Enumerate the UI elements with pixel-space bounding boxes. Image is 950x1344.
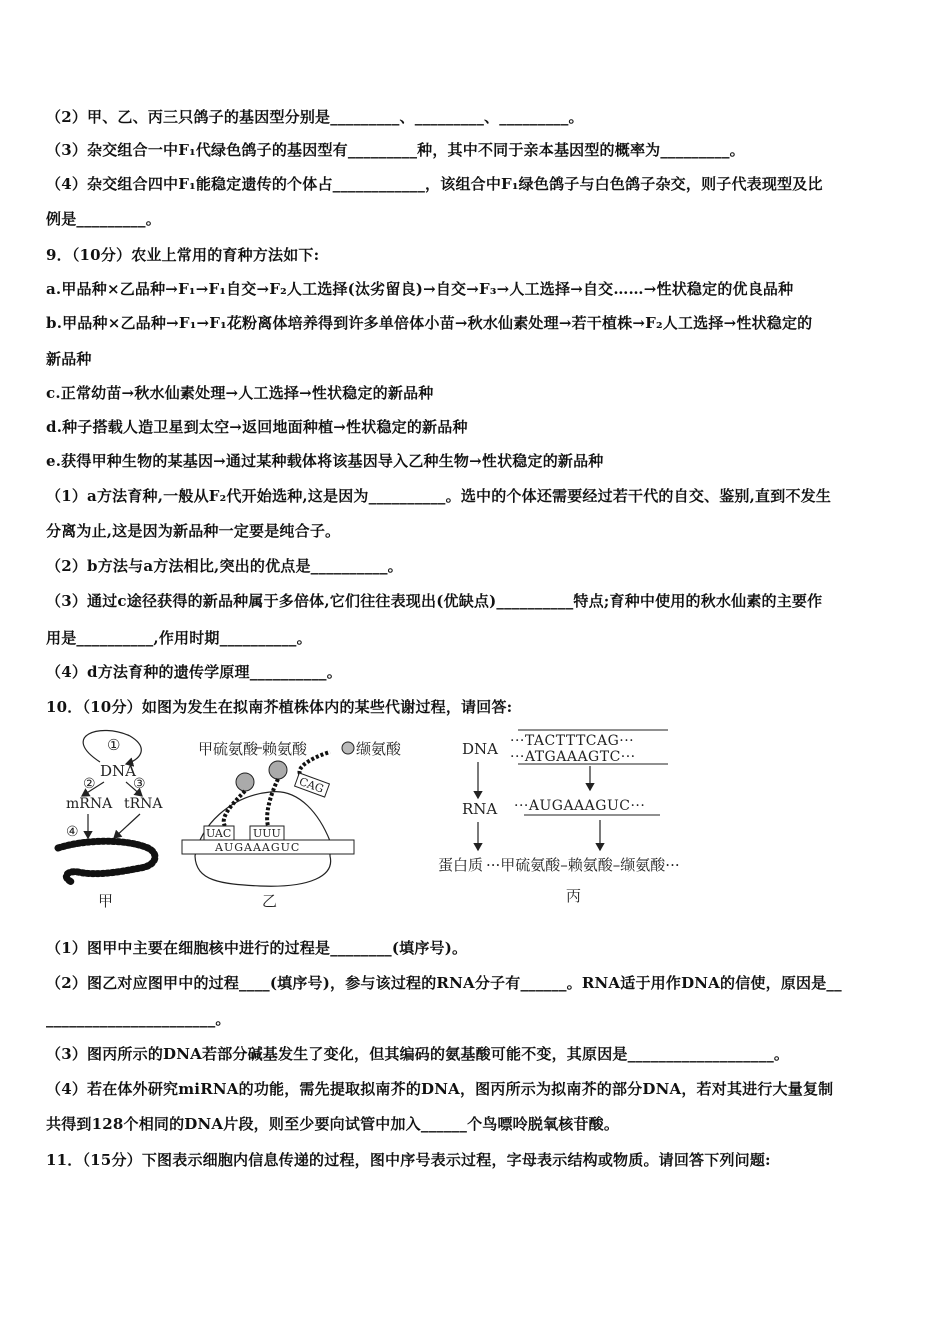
anticodon-3: CAG xyxy=(297,774,326,796)
label-dna-bing: DNA xyxy=(462,740,498,758)
caption-bing: 丙 xyxy=(566,887,582,905)
figure-svg xyxy=(0,726,950,916)
q9-part1-cont: 分离为止,这是因为新品种一定要是纯合子。 xyxy=(46,522,341,540)
label-protein: 蛋白质 xyxy=(438,856,484,874)
label-val: 缬氨酸 xyxy=(356,740,402,758)
label-dna-jia: DNA xyxy=(100,762,136,780)
q9-method-a: a.甲品种×乙品种→F₁→F₁自交→F₂人工选择(汰劣留良)→自交→F₃→人工选择→自交……→性状稳定的优良品种 xyxy=(46,280,794,298)
rna-sequence-bing: ···AUGAAAGUC··· xyxy=(514,798,646,814)
anticodon-2: UUU xyxy=(253,827,281,840)
trna-2 xyxy=(267,779,278,826)
q10-title: 10．（10分）如图为发生在拟南芥植株体内的某些代谢过程，请回答: xyxy=(46,698,513,716)
trna-to-protein-arrow xyxy=(114,814,140,838)
q11-title: 11．（15分）下图表示细胞内信息传递的过程，图中序号表示过程，字母表示结构或物质。请回答下列问题: xyxy=(46,1151,771,1169)
q9-part3: （3）通过c途径获得的新品种属于多倍体,它们往往表现出(优缺点)__________特点;育种中使用的秋水仙素的主要作 xyxy=(46,592,823,610)
mrna-sequence-yi: AUGAAAGUC xyxy=(215,841,301,854)
figure-yi xyxy=(182,740,402,910)
q10-part1: （1）图甲中主要在细胞核中进行的过程是________(填序号)。 xyxy=(46,939,468,957)
q9-method-c: c.正常幼苗→秋水仙素处理→人工选择→性状稳定的新品种 xyxy=(46,384,434,402)
q9-method-b: b.甲品种×乙品种→F₁→F₁花粉离体培养得到许多单倍体小苗→秋水仙素处理→若干植株→F₂人工选择→性状稳定的 xyxy=(46,314,813,332)
label-met: 甲硫氨酸 xyxy=(198,740,259,758)
q8-part4: （4）杂交组合四中F₁能稳定遗传的个体占____________，该组合中F₁绿色鸽子与白色鸽子杂交，则子代表现型及比 xyxy=(46,175,823,193)
caption-jia: 甲 xyxy=(98,892,114,910)
q9-part2: （2）b方法与a方法相比,突出的优点是__________。 xyxy=(46,557,403,575)
q10-part2: （2）图乙对应图甲中的过程____(填序号)，参与该过程的RNA分子有______。RNA适于用作DNA的信使，原因是__ xyxy=(46,974,842,992)
label-process-1: ① xyxy=(107,736,121,754)
label-process-3: ③ xyxy=(133,776,146,792)
q8-part2: （2）甲、乙、丙三只鸽子的基因型分别是_________、_________、_________。 xyxy=(46,108,584,126)
q9-part1: （1）a方法育种,一般从F₂代开始选种,这是因为__________。选中的个体还需要经过若干代的自交、鉴别,直到不发生 xyxy=(46,487,832,505)
caption-yi: 乙 xyxy=(262,892,278,910)
q10-part3: （3）图丙所示的DNA若部分碱基发生了变化，但其编码的氨基酸可能不变，其原因是___________________。 xyxy=(46,1045,790,1063)
label-trna: tRNA xyxy=(124,796,163,812)
val-bead xyxy=(342,742,354,754)
bead-met xyxy=(236,773,254,791)
q8-part4-cont: 例是_________。 xyxy=(46,210,161,228)
polypeptide-chain xyxy=(58,841,155,882)
q9-title: 9．（10分）农业上常用的育种方法如下: xyxy=(46,246,320,264)
dna-coding-strand: ···ATGAAAGTC··· xyxy=(510,749,636,765)
label-rna-bing: RNA xyxy=(462,800,498,818)
label-mrna: mRNA xyxy=(66,796,113,812)
q10-part2-cont: ______________________。 xyxy=(46,1010,231,1028)
q9-method-e: e.获得甲种生物的某基因→通过某种载体将该基因导入乙种生物→性状稳定的新品种 xyxy=(46,452,604,470)
q10-part4: （4）若在体外研究miRNA的功能，需先提取拟南芥的DNA，图丙所示为拟南芥的部分DNA，若对其进行大量复制 xyxy=(46,1080,834,1098)
figure-bing xyxy=(438,730,680,905)
anticodon-1: UAC xyxy=(206,827,232,840)
label-lys: 赖氨酸 xyxy=(262,740,308,758)
bead-lys xyxy=(269,761,287,779)
figure-jia xyxy=(58,730,163,910)
q10-part4-cont: 共得到128个相同的DNA片段，则至少要向试管中加入______个鸟嘌呤脱氧核苷酸。 xyxy=(46,1115,620,1133)
q9-method-d: d.种子搭载人造卫星到太空→返回地面种植→性状稳定的新品种 xyxy=(46,418,468,436)
q9-method-b-cont: 新品种 xyxy=(46,350,92,368)
q8-part3: （3）杂交组合一中F₁代绿色鸽子的基因型有_________种，其中不同于亲本基因型的概率为_________。 xyxy=(46,141,745,159)
label-process-4: ④ xyxy=(66,824,79,840)
label-process-2: ② xyxy=(83,776,96,792)
q9-part4: （4）d方法育种的遗传学原理__________。 xyxy=(46,663,342,681)
dna-template-strand: ···TACTTTCAG··· xyxy=(510,733,635,749)
q9-part3-cont: 用是__________,作用时期__________。 xyxy=(46,629,312,647)
peptide-sequence: ···甲硫氨酸–赖氨酸–缬氨酸··· xyxy=(486,856,680,874)
metabolism-figure xyxy=(0,726,950,916)
